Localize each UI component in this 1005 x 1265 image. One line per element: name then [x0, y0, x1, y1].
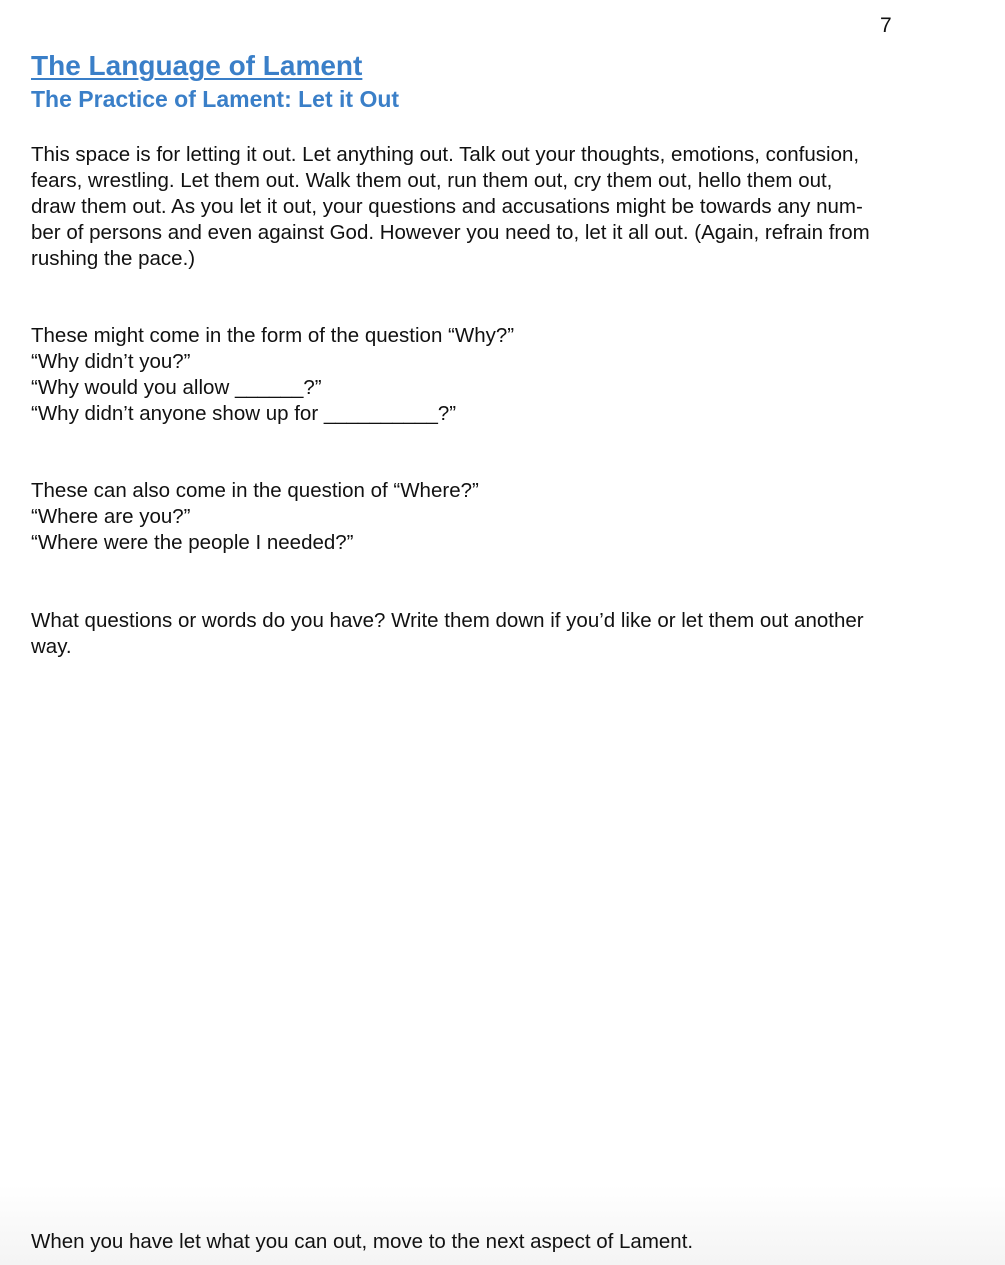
question-line: “Why didn’t you?” — [31, 350, 191, 373]
text-line: draw them out. As you let it out, your questions and accusations might be towards any num- — [31, 195, 863, 218]
question-line: “Why would you allow ______?” — [31, 376, 322, 399]
text-line: way. — [31, 635, 72, 658]
text-line: This space is for letting it out. Let anything out. Talk out your thoughts, emotions, confusion, — [31, 143, 860, 166]
text-line: These can also come in the question of “Where?” — [31, 479, 479, 502]
title-link[interactable]: The Language of Lament — [31, 50, 363, 81]
question-line: “Why didn’t anyone show up for __________?” — [31, 402, 457, 425]
text-line: What questions or words do you have? Write them down if you’d like or let them out another — [31, 609, 864, 632]
text-line: These might come in the form of the question “Why?” — [31, 324, 515, 347]
where-questions — [31, 478, 976, 556]
section-subtitle: The Practice of Lament: Let it Out — [31, 86, 400, 112]
text-line: fears, wrestling. Let them out. Walk them out, run them out, cry them out, hello them out, — [31, 169, 833, 192]
footer-instruction: When you have let what you can out, move to the next aspect of Lament. — [31, 1230, 694, 1253]
question-line: “Where are you?” — [31, 505, 191, 528]
text-line: rushing the pace.) — [31, 247, 196, 270]
question-line: “Where were the people I needed?” — [31, 531, 354, 554]
writing-prompt — [31, 608, 976, 660]
intro-paragraph — [31, 142, 976, 272]
text-line: ber of persons and even against God. However you need to, let it all out. (Again, refrain from — [31, 221, 870, 244]
why-questions — [31, 323, 976, 427]
page-number: 7 — [880, 14, 892, 37]
